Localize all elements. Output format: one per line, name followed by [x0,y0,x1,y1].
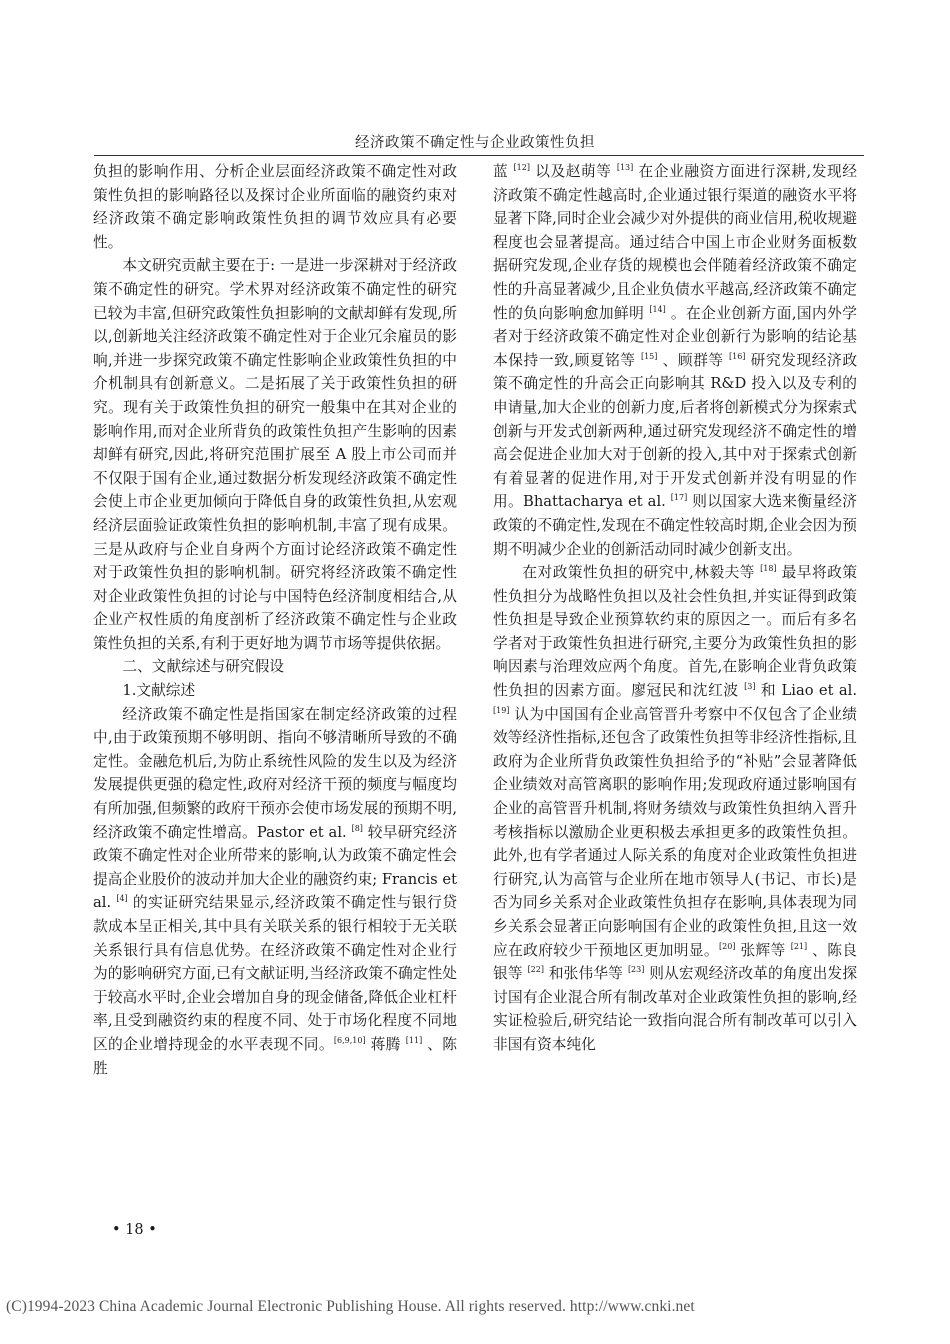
text-run: 本文研究贡献主要在于: 一是进一步深耕对于经济政策不确定性的研究。学术界对经济政策不确定性的研究已较为丰富,但研究政策性负担影响的文献却鲜有发现,所以,创新地关注经济政策不确定性对于企业冗余雇员的影响,并进一步探究政策不确定性影响企业政策性负担的中介机制具有创新意义。二是拓展了关于政策性负担的研究。现有关于政策性负担的研究一般集中在其对企业的影响作用,而对企业所背负的政策性负担产生影响的因素却鲜有研究,因此,将研究范围扩展至 A 股上市公司而并不仅限于国有企业,通过数据分析发现经济政策不确定性会使上市企业更加倾向于降低自身的政策性负担,从宏观经济层面验证政策性负担的影响机制,丰富了现有成果。三是从政府与企业自身两个方面讨论经济政策不确定性对于政策性负担的影响机制。研究将经济政策不确定性对企业政策性负担的讨论与中国特色经济制度相结合,从企业产权性质的角度剖析了经济政策不确定性与企业政策性负担的关系,有利于更好地为调节市场等提供依据。 [93,257,457,652]
page-number: • 18 • [112,1222,157,1238]
left-column [93,160,457,1080]
text-run: 较早研究经济政策不确定性对企业所带来的影响,认为政策不确定性会提高企业股价的波动并加大企业的融资约束; Francis et al. [93,823,458,912]
citation-ref: [8] [351,823,363,833]
citation-ref: [16] [729,351,746,361]
text-run: 认为中国国有企业高管晋升考察中不仅包含了企业绩效等经济性指标,还包含了政策性负担等非经济性指标,且政府为企业所背负政策性负担给予的“补贴”会显著降低企业绩效对高管离职的影响作用;发现政府通过影响国有企业的高管晋升机制,将财务绩效与政策性负担纳入晋升考核指标以激励企业更积极去承担更多的政策性负担。此外,也有学者通过人际关系的角度对企业政策性负担进行研究,认为高管与企业所在地市领导人(书记、市长)是否为同乡关系对企业政策性负担存在影响,具体表现为同乡关系会显著正向影响国有企业的政策性负担,且这一效应在政府较少干预地区更加明显。 [493,705,857,959]
citation-ref: [13] [616,163,634,173]
section-heading [93,655,457,679]
paragraph [93,254,457,655]
citation-ref: [11] [405,1036,423,1046]
text-run: 研究发现经济政策不确定性的升高会正向影响其 R&D 投入以及专利的申请量,加大企业的创新力度,后者将创新模式分为探索式创新与开发式创新两种,通过研究发现经济不确定性的增高会促进企业加大对于创新的投入,其中对于探索式创新有着显著的促进作用,对于开发式创新并没有明显的作用。Bhattacharya et al. [493,351,858,511]
text-run: 最早将政策性负担分为战略性负担以及社会性负担,并实证得到政策性负担是导致企业预算软约束的原因之一。而后有多名学者对于政策性负担进行研究,主要分为政策性负担的影响因素与治理效应两个角度。首先,在影响企业背负政策性负担的因素方面。廖冠民和沈红波 [493,564,858,700]
citation-ref: [17] [670,493,688,503]
citation-ref: [22] [527,965,544,975]
text-run: 、陈胜 [93,1035,457,1077]
text-run: 蓝 [493,163,514,180]
header-rule [94,155,864,156]
citation-ref: [12] [513,163,530,173]
text-run: 二、文献综述与研究假设 [122,658,284,676]
text-run: 和张伟华等 [543,965,628,983]
right-column [493,160,857,1057]
text-run: 则以国家大选来衡量经济政策的不确定性,发现在不确定性较高时期,企业会因为预期不明减少企业的创新活动同时减少创新支出。 [493,493,857,558]
citation-ref: [4] [116,894,128,904]
citation-ref: [15] [640,351,658,361]
text-run: 在对政策性负担的研究中,林毅夫等 [522,564,761,582]
citation-ref: [18] [760,564,777,574]
citation-ref: [20] [718,941,736,951]
citation-ref: [23] [627,965,645,975]
text-run: 负担的影响作用、分析企业层面经济政策不确定性对政策性负担的影响路径以及探讨企业所面临的融资约束对经济政策不确定影响政策性负担的调节效应具有必要性。 [93,163,457,251]
text-run: 张辉等 [735,941,791,959]
text-run: 蒋腾 [365,1035,406,1053]
text-run: 、顾群等 [657,351,729,369]
text-run: 以及赵萌等 [529,163,617,180]
running-title: 经济政策不确定性与企业政策性负担 [355,135,595,151]
paragraph [93,160,457,254]
citation-ref: [19] [493,705,510,715]
paragraph [493,160,857,561]
text-run: 的实证研究结果显示,经济政策不确定性与银行贷款成本呈正相关,其中具有关联关系的银行相较于无关联关系银行具有信息优势。在经济政策不确定性对企业行为的影响研究方面,已有文献证明,当经济政策不确定性处于较高水平时,企业会增加自身的现金储备,降低企业杠杆率,且受到融资约束的程度不同、处于市场化程度不同地区的企业增持现金的水平表现不同。 [93,894,458,1053]
text-run: 和 Liao et al. [755,682,857,700]
section-heading [93,679,457,703]
copyright-notice: (C)1994-2023 China Academic Journal Electronic Publishing House. All rights reserved. http://www.cnki.net [6,1298,695,1315]
citation-ref: [6,9,10] [333,1036,366,1046]
text-run: 、陈良银等 [493,941,857,983]
paragraph [93,703,457,1081]
text-run: 经济政策不确定性是指国家在制定经济政策的过程中,由于政策预期不够明朗、指向不够清晰所导致的不确定性。金融危机后,为防止系统性风险的发生以及为经济发展提供更强的稳定性,政府对经济干预的频度与幅度均有所加强,但频繁的政府干预亦会使市场发展的预期不明,经济政策不确定性增高。Pastor et al. [93,705,457,841]
citation-ref: [21] [790,941,808,951]
text-run: 1.文献综述 [122,682,196,700]
paragraph [493,561,857,1056]
citation-ref: [14] [649,304,666,314]
text-run: 则从宏观经济改革的角度出发探讨国有企业混合所有制改革对企业政策性负担的影响,经实证检验后,研究结论一致指向混合所有制改革可以引入非国有资本纯化 [493,965,858,1053]
text-run: 在企业融资方面进行深耕,发现经济政策不确定性越高时,企业通过银行渠道的融资水平将显著下降,同时企业会减少对外提供的商业信用,税收规避程度也会显著提高。通过结合中国上市企业财务面板数据研究发现,企业存货的规模也会伴随着经济政策不确定性的升高显著减少,且企业负债水平越高,经济政策不确定性的负向影响愈加鲜明 [493,163,857,322]
citation-ref: [3] [744,682,756,692]
text-run: 。在企业创新方面,国内外学者对于经济政策不确定性对企业创新行为影响的结论基本保持一致,顾夏铭等 [493,304,857,369]
